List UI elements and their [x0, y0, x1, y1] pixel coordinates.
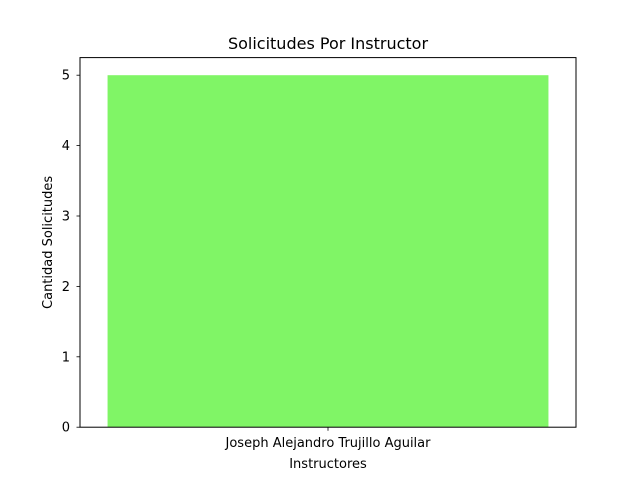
- x-tick-label-0: Joseph Alejandro Trujillo Aguilar: [225, 436, 431, 452]
- bars-group: [108, 75, 549, 427]
- chart-title: Solicitudes Por Instructor: [227, 34, 429, 53]
- y-tick-label-1: 1: [61, 350, 70, 366]
- y-axis-label: Cantidad Solicitudes: [41, 175, 56, 309]
- y-tick-label-2: 2: [61, 279, 70, 295]
- y-tick-label-3: 3: [61, 209, 70, 225]
- x-axis-label: Instructores: [289, 457, 367, 472]
- y-tick-label-4: 4: [61, 139, 70, 155]
- bar-0: [108, 75, 549, 427]
- y-tick-label-5: 5: [61, 68, 70, 84]
- y-tick-label-0: 0: [61, 420, 70, 436]
